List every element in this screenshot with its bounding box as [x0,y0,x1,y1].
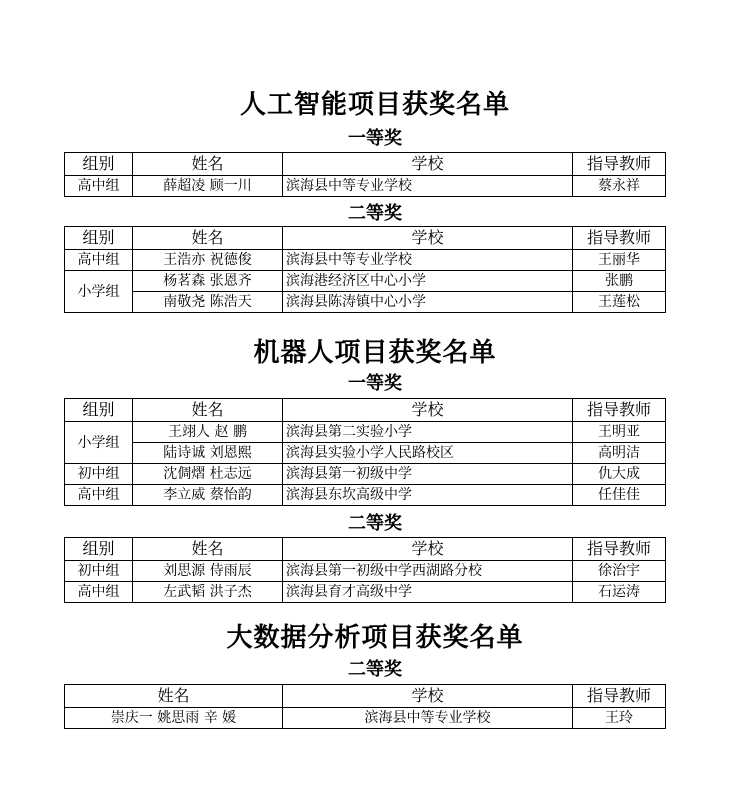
table-row [65,561,666,582]
cell-school: 滨海县第一初级中学 [283,464,573,485]
cell-school: 滨海县东坎高级中学 [283,485,573,506]
table-row [65,292,666,313]
robot-first-prize-heading: 一等奖 [348,373,402,394]
cell-names: 崇庆一 姚思雨 辛 媛 [65,708,283,729]
ai-first-prize-heading: 一等奖 [348,128,402,149]
col-header-school: 学校 [283,538,573,561]
cell-school: 滨海县中等专业学校 [283,708,573,729]
ai-second-prize-heading: 二等奖 [348,203,402,224]
cell-names: 南敬尧 陈浩天 [133,292,283,313]
table-row [65,485,666,506]
cell-school: 滨海县育才高级中学 [283,582,573,603]
cell-school: 滨海港经济区中心小学 [283,271,573,292]
cell-teacher: 张鹏 [573,271,666,292]
col-header-teacher: 指导教师 [573,685,666,708]
bigdata-second-prize-table [64,684,666,729]
col-header-group: 组别 [65,153,133,176]
col-header-group: 组别 [65,538,133,561]
cell-teacher: 徐治宇 [573,561,666,582]
cell-school: 滨海县中等专业学校 [283,176,573,197]
cell-names: 李立威 蔡怡韵 [133,485,283,506]
table-header-row [65,153,666,176]
col-header-school: 学校 [283,685,573,708]
cell-names: 王翊人 赵 鹏 [133,422,283,443]
cell-group: 初中组 [65,561,133,582]
col-header-teacher: 指导教师 [573,399,666,422]
robot-second-prize-heading: 二等奖 [348,513,402,534]
robot-first-prize-table [64,398,666,506]
col-header-school: 学校 [283,227,573,250]
table-header-row [65,685,666,708]
table-row [65,271,666,292]
cell-group: 高中组 [65,250,133,271]
cell-school: 滨海县中等专业学校 [283,250,573,271]
cell-names: 杨茗森 张恩齐 [133,271,283,292]
col-header-name: 姓名 [133,399,283,422]
ai-second-prize-table [64,226,666,313]
cell-names: 陆诗诚 刘恩熙 [133,443,283,464]
cell-group: 初中组 [65,464,133,485]
col-header-name: 姓名 [133,227,283,250]
table-header-row [65,227,666,250]
bigdata-section-title: 大数据分析项目获奖名单 [226,623,524,653]
cell-names: 刘思源 侍雨辰 [133,561,283,582]
table-row [65,422,666,443]
bigdata-second-prize-heading: 二等奖 [348,659,402,680]
ai-section-title: 人工智能项目获奖名单 [239,90,510,120]
cell-names: 左武韬 洪子杰 [133,582,283,603]
cell-names: 沈倜熠 杜志远 [133,464,283,485]
cell-group: 高中组 [65,176,133,197]
cell-teacher: 石运涛 [573,582,666,603]
cell-school: 滨海县第一初级中学西湖路分校 [283,561,573,582]
cell-teacher: 高明洁 [573,443,666,464]
cell-teacher: 王丽华 [573,250,666,271]
cell-names: 王浩亦 祝德俊 [133,250,283,271]
col-header-teacher: 指导教师 [573,227,666,250]
col-header-name: 姓名 [133,538,283,561]
cell-teacher: 任佳佳 [573,485,666,506]
col-header-teacher: 指导教师 [573,538,666,561]
table-row [65,464,666,485]
ai-first-prize-table [64,152,666,197]
cell-group: 高中组 [65,582,133,603]
table-header-row [65,399,666,422]
col-header-name: 姓名 [133,153,283,176]
cell-teacher: 王玲 [573,708,666,729]
table-header-row [65,538,666,561]
cell-names: 薛超凌 顾一川 [133,176,283,197]
table-row [65,176,666,197]
cell-teacher: 王明亚 [573,422,666,443]
cell-school: 滨海县第二实验小学 [283,422,573,443]
col-header-school: 学校 [283,153,573,176]
cell-teacher: 蔡永祥 [573,176,666,197]
cell-school: 滨海县陈涛镇中心小学 [283,292,573,313]
table-row [65,443,666,464]
cell-school: 滨海县实验小学人民路校区 [283,443,573,464]
col-header-school: 学校 [283,399,573,422]
cell-teacher: 仇大成 [573,464,666,485]
table-row [65,708,666,729]
robot-section-title: 机器人项目获奖名单 [253,338,497,368]
robot-second-prize-table [64,537,666,603]
cell-group: 小学组 [65,422,133,464]
col-header-teacher: 指导教师 [573,153,666,176]
cell-teacher: 王莲松 [573,292,666,313]
col-header-name: 姓名 [65,685,283,708]
col-header-group: 组别 [65,399,133,422]
cell-group: 小学组 [65,271,133,313]
col-header-group: 组别 [65,227,133,250]
cell-group: 高中组 [65,485,133,506]
table-row [65,582,666,603]
table-row [65,250,666,271]
